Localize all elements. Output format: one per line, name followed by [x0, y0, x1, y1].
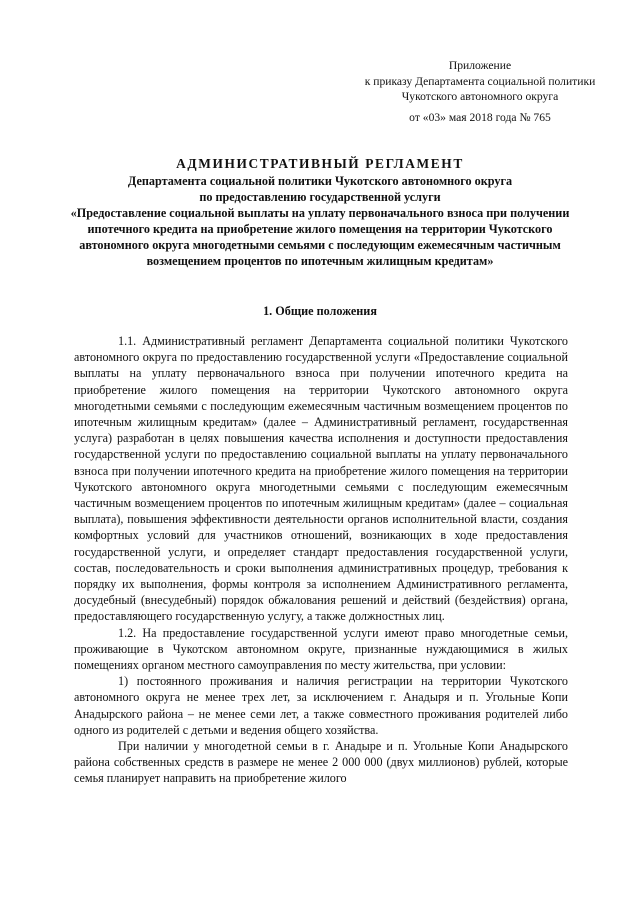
appendix-order-ref: к приказу Департамента социальной политики	[364, 74, 596, 88]
paragraph-1-1: 1.1. Административный регламент Департамента социальной политики Чукотского автономного округа по предоставлению государственной услуги «Предоставление социальной выплаты на уплату первоначального взноса при получении ипотечного кредита на приобретение жилого помещения на территории Чукотского автономного округа многодетными семьями с последующим ежемесячным частичным возмещением процентов по ипотечным жилищным кредитам» (далее – Административный регламент, государственная услуга) разработан в целях повышения качества исполнения и доступности предоставления государственной услуги по предоставлению социальной выплаты на уплату первоначального взноса при получении ипотечного кредита на приобретение жилого помещения на территории Чукотского автономного округа многодетными семьями с последующим ежемесячным частичным возмещением процентов по ипотечным жилищным кредитам» (далее – социальная выплата), повышения эффективности деятельности органов исполнительной власти, создания комфортных условий для участников отношений, возникающих в ходе предоставления государственной услуги, и определяет стандарт предоставления государственной услуги, состав, последовательность и сроки выполнения административных процедур, требования к порядку их выполнения, формы контроля за исполнением Административного регламента, досудебный (внесудебный) порядок обжалования решений и действий (бездействия) органа, предоставляющего государственную услугу, а также должностных лиц.	[74, 334, 568, 624]
paragraph-condition-1: 1) постоянного проживания и наличия регистрации на территории Чукотского автономного округа не менее трех лет, за исключением г. Анадыря и п. Угольные Копи Анадырского района – не менее семи лет, а также совместного проживания родителей либо одного из родителей с детьми и ведения общего хозяйства.	[74, 674, 568, 737]
document-subtitle-service-name: «Предоставление социальной выплаты на уплату первоначального взноса при получении ипотечного кредита на приобретение жилого помещения на территории Чукотского автономного округа многодетными семьями с последующим ежемесячным частичным возмещением процентов по ипотечным жилищным кредитам»	[70, 206, 570, 268]
appendix-title: Приложение	[448, 59, 512, 72]
paragraph-own-funds: При наличии у многодетной семьи в г. Анадыре и п. Угольные Копи Анадырского района собственных средств в размере не менее 2 000 000 (двух миллионов) рублей, которые семья планирует направить на приобретение жилого	[74, 739, 568, 786]
document-body	[74, 333, 568, 787]
paragraph-1-2: 1.2. На предоставление государственной услуги имеют право многодетные семьи, проживающие в Чукотском автономном округе, признанные нуждающимися в жилых помещениях органом местного самоуправления по месту жительства, при условии:	[74, 625, 568, 673]
section-heading: 1. Общие положения	[263, 304, 377, 318]
document-title: АДМИНИСТРАТИВНЫЙ РЕГЛАМЕНТ	[176, 156, 464, 171]
appendix-region: Чукотского автономного округа	[401, 90, 559, 103]
document-title-block	[70, 156, 570, 269]
appendix-date: от «03» мая 2018 года № 765	[409, 110, 551, 124]
document-subtitle-department: Департамента социальной политики Чукотского автономного округа	[127, 174, 513, 188]
document-subtitle-service: по предоставлению государственной услуги	[199, 190, 441, 204]
appendix-header	[330, 58, 630, 125]
